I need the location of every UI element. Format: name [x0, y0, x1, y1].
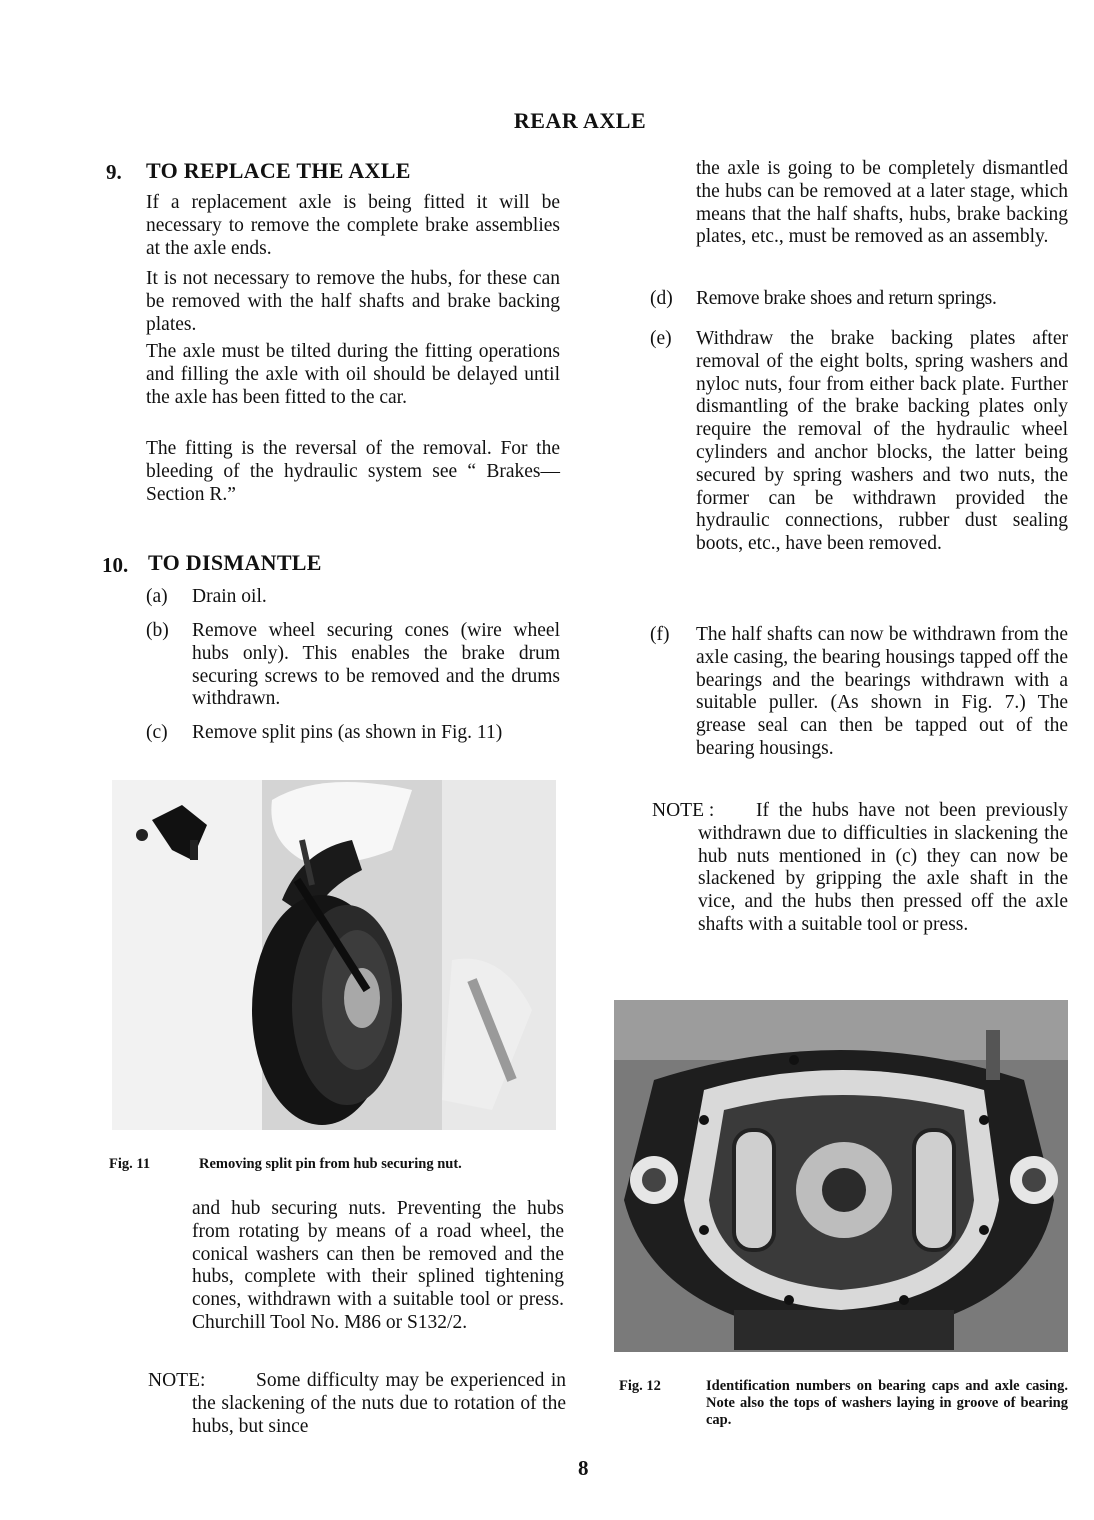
note [652, 800, 1068, 960]
list-item [146, 586, 560, 610]
list-item [146, 722, 566, 746]
item-text: Remove split pins (as shown in Fig. 11) [192, 722, 503, 743]
note-text: If the hubs have not been previously withdrawn due to difficulties in slackening the hub nuts mentioned in (c) they can now be slackened by gripping the axle shaft in the vice, and the hubs then pressed off the axle shafts with a suitable tool or press. [698, 800, 1068, 935]
section-number: 10. [102, 553, 129, 577]
note [148, 1370, 566, 1442]
paragraph: the axle is going to be completely dismantled the hubs can be removed at a later stage, which means that the half shafts, hubs, brake backing plates, etc., must be removed as an assembly. [696, 158, 1068, 248]
note-label: NOTE : [652, 800, 715, 821]
axle-casing-photo-illustration [614, 1000, 1068, 1352]
item-text: Remove wheel securing cones (wire wheel hubs only). This enables the brake drum securing screws to be removed and the drums withdrawn. [192, 620, 560, 710]
section-number: 9. [106, 160, 122, 184]
item-text: Withdraw the brake backing plates after removal of the eight bolts, spring washers and nyloc nuts, four from either back plate. Further dismantling of the brake backing plates only require the removal of the hydraulic wheel cylinders and anchor blocks, the latter being secured by spring washers and two nuts, the former can be withdrawn provided the hydraulic connections, rubber dust sealing boots, etc., have been removed. [696, 328, 1068, 555]
item-label: (d) [650, 288, 673, 309]
item-text: Drain oil. [192, 586, 267, 607]
paragraph: If a replacement axle is being fitted it will be necessary to remove the complete brake assemblies at the axle ends. [146, 192, 560, 259]
paragraph: and hub securing nuts. Preventing the hubs from rotating by means of a road wheel, the conical washers can then be removed and the hubs, complete with their splined tightening cones, withdrawn with a suitable tool or press. Churchill Tool No. M86 or S132/2. [192, 1198, 564, 1333]
figure-11-photo [112, 780, 556, 1130]
list-item [650, 328, 1068, 604]
item-label: (c) [146, 722, 168, 743]
list-item [146, 620, 560, 712]
list-item [650, 288, 1068, 312]
item-label: (e) [650, 328, 672, 349]
page-title: REAR AXLE [513, 108, 647, 133]
item-text: Remove brake shoes and return springs. [696, 288, 997, 309]
figure-label: Fig. 11 [109, 1156, 151, 1172]
note-label: NOTE: [148, 1370, 206, 1391]
paragraph: It is not necessary to remove the hubs, for these can be removed with the half shafts and brake backing plates. [146, 268, 560, 335]
figure-caption: Removing split pin from hub securing nut. [199, 1156, 462, 1172]
item-label: (b) [146, 620, 169, 641]
paragraph: The fitting is the reversal of the removal. For the bleeding of the hydraulic system see “ Brakes—Section R.” [146, 438, 560, 505]
section-title: TO REPLACE THE AXLE [146, 158, 411, 183]
note-text: Some difficulty may be experienced in the slackening of the nuts due to rotation of the hubs, but since [192, 1370, 566, 1437]
item-label: (f) [650, 624, 670, 645]
figure-12-photo [614, 1000, 1068, 1352]
section-title: TO DISMANTLE [148, 550, 322, 575]
page-number: 8 [578, 1456, 589, 1480]
figure-label: Fig. 12 [619, 1378, 661, 1394]
item-text: The half shafts can now be withdrawn from the axle casing, the bearing housings tapped off the bearings and the bearings withdrawn with a suitable puller. (As shown in Fig. 7.) The grease seal can then be tapped out of the bearing housings. [696, 624, 1068, 759]
figure-caption: Identification numbers on bearing caps and axle casing. Note also the tops of washers laying in groove of bearing cap. [706, 1378, 1068, 1428]
item-label: (a) [146, 586, 168, 607]
list-item [650, 624, 1068, 784]
brake-drum-photo-illustration [112, 780, 556, 1130]
paragraph: The axle must be tilted during the fitting operations and filling the axle with oil should be delayed until the axle has been fitted to the car. [146, 341, 560, 408]
